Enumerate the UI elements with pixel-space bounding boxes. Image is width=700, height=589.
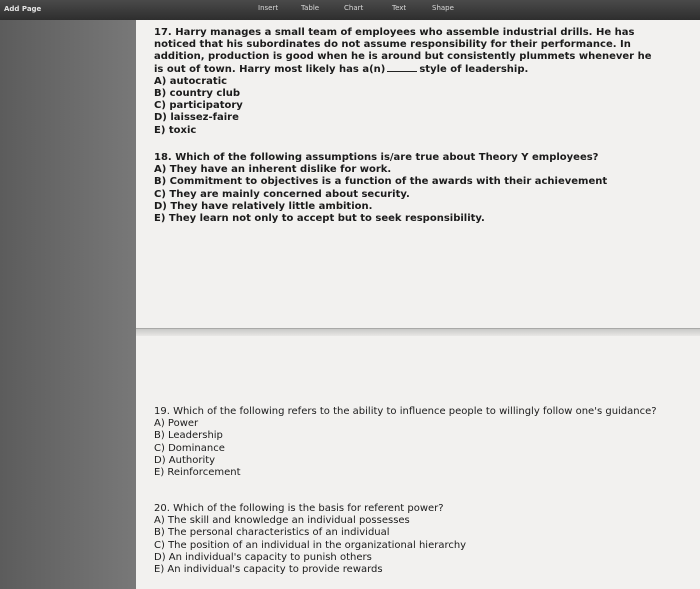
question-17	[154, 27, 659, 137]
page-sidebar	[0, 20, 144, 589]
option-d: D) Authority	[154, 454, 216, 466]
question-stem-text: 17. Harry manages a small team of employees who assemble industrial drills. He has noticed that his subordinates do not assume responsibility for their performance. In addition, production is good when he is around but consistently plummets whenever he is out of town. Harry most likely has a(n)	[154, 27, 652, 75]
option-e: E) An individual's capacity to provide rewards	[154, 564, 383, 576]
table-tab[interactable]: Table	[301, 4, 320, 12]
question-stem: 20. Which of the following is the basis for referent power?	[154, 503, 444, 514]
insert-tab[interactable]: Insert	[258, 4, 279, 12]
question-20	[154, 503, 659, 576]
option-a: A) autocratic	[154, 75, 228, 87]
option-d: D) They have relatively little ambition.	[154, 200, 373, 212]
add-page-button[interactable]: Add Page	[4, 5, 42, 13]
option-e: E) Reinforcement	[154, 467, 241, 479]
page-break	[136, 328, 700, 336]
option-d: D) laissez-faire	[154, 112, 239, 124]
option-e: E) They learn not only to accept but to seek responsibility.	[154, 213, 485, 225]
question-stem: 18. Which of the following assumptions is/are true about Theory Y employees?	[154, 152, 599, 163]
option-b: B) The personal characteristics of an individual	[154, 527, 390, 539]
option-b: B) Leadership	[154, 430, 223, 442]
question-stem-text-end: style of leadership.	[419, 63, 529, 75]
chart-tab[interactable]: Chart	[344, 4, 364, 12]
top-toolbar	[0, 0, 700, 20]
option-d: D) An individual's capacity to punish others	[154, 551, 372, 563]
option-a: A) The skill and knowledge an individual possesses	[154, 515, 410, 527]
option-b: B) country club	[154, 88, 241, 100]
option-b: B) Commitment to objectives is a function of the awards with their achievement	[154, 176, 608, 188]
question-stem: 19. Which of the following refers to the ability to influence people to willingly follow one's guidance?	[154, 406, 657, 417]
option-c: C) Dominance	[154, 442, 225, 454]
question-18	[154, 152, 659, 225]
answer-blank	[387, 71, 417, 72]
option-c: C) participatory	[154, 100, 243, 112]
document-page	[136, 20, 700, 589]
option-c: C) The position of an individual in the organizational hierarchy	[154, 539, 467, 551]
text-tab[interactable]: Text	[392, 4, 407, 12]
question-19	[154, 406, 659, 479]
option-e: E) toxic	[154, 124, 197, 136]
question-stem	[154, 27, 659, 76]
option-a: A) Power	[154, 418, 199, 430]
option-c: C) They are mainly concerned about security.	[154, 188, 410, 200]
shape-tab[interactable]: Shape	[432, 4, 454, 12]
option-a: A) They have an inherent dislike for work.	[154, 164, 392, 176]
